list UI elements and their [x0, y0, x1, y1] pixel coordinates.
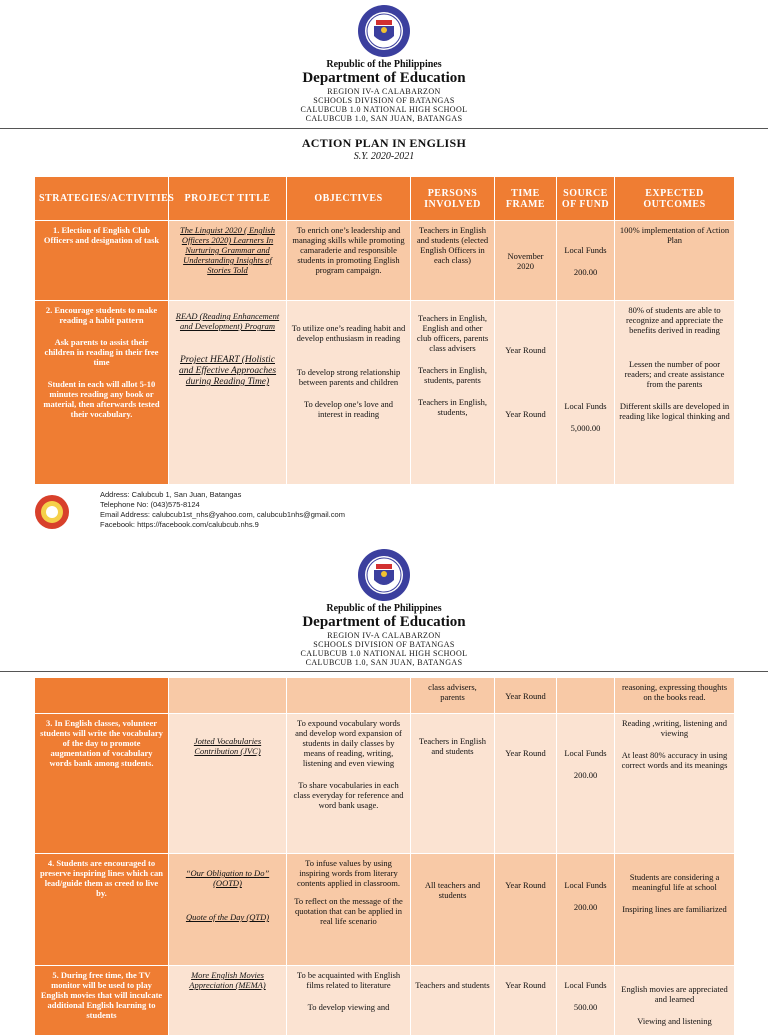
header-divider [0, 671, 768, 672]
fund-cell [557, 678, 615, 714]
objective-text: To reflect on the message of the quotation that can be applied in real life scenario [294, 896, 403, 926]
outcome-text: Reading ,writing, listening and viewing [621, 718, 728, 738]
outcome-text: English movies are appreciated and learned [621, 984, 728, 1004]
col-header-outcomes: EXPECTED OUTCOMES [615, 177, 735, 221]
strategy-cell: 5. During free time, the TV monitor will be used to play English movies that will inculcate additional English learning to students [35, 966, 169, 1036]
table-row [35, 678, 735, 714]
outcomes-cell [615, 714, 735, 854]
fund-amount: 500.00 [573, 1002, 598, 1012]
page-title: ACTION PLAN IN ENGLISH [301, 136, 467, 150]
objectives-cell: To enrich one’s leadership and managing skills while promoting camaraderie and responsible students in promoting English program campaign. [287, 221, 411, 301]
outcome-text: 80% of students are able to recognize and appreciate the benefits derived in reading [626, 305, 723, 335]
address-header-line: CALUBCUB 1.0, SAN JUAN, BATANGAS [305, 114, 463, 123]
footer-address: Address: Calubcub 1, San Juan, Batangas [100, 490, 242, 499]
fund-amount: 200.00 [573, 770, 598, 780]
fund-source: Local Funds [564, 244, 607, 255]
objectives-cell [287, 714, 411, 854]
fund-cell [557, 854, 615, 966]
project-text: “Our Obligation to Do” (OOTD) [185, 868, 270, 888]
table-row [35, 714, 735, 854]
school-line: CALUBCUB 1.0 NATIONAL HIGH SCHOOL [300, 105, 468, 114]
col-header-persons: PERSONS INVOLVED [411, 177, 495, 221]
objectives-cell [287, 854, 411, 966]
school-line: CALUBCUB 1.0 NATIONAL HIGH SCHOOL [300, 649, 468, 658]
footer-facebook: Facebook: https://facebook.com/calubcub.nhs.9 [100, 520, 259, 529]
project-text: Quote of the Day (QTD) [185, 912, 270, 922]
outcomes-cell [615, 966, 735, 1036]
fund-amount: 200.00 [573, 266, 598, 277]
strategy-cell [35, 301, 169, 485]
persons-cell [411, 301, 495, 485]
school-logo-icon [34, 494, 70, 530]
persons-text: Teachers in English, students, [417, 397, 488, 417]
objective-text: To infuse values by using inspiring words from literary contents applied in classroom. [297, 858, 400, 888]
fund-cell [557, 966, 615, 1036]
school-year: S.Y. 2020-2021 [353, 151, 415, 162]
persons-cell [411, 966, 495, 1036]
time-cell [495, 714, 557, 854]
outcome-text: At least 80% accuracy in using correct words and its meanings [621, 750, 728, 770]
strategy-cell: 1. Election of English Club Officers and designation of task [35, 221, 169, 301]
fund-source: Local Funds [564, 748, 607, 758]
division-line: SCHOOLS DIVISION OF BATANGAS [313, 96, 455, 105]
time-text: Year Round [505, 345, 546, 355]
outcome-text: Inspiring lines are familiarized [622, 904, 727, 914]
republic-line: Republic of the Philippines [326, 59, 442, 70]
time-cell [495, 854, 557, 966]
outcome-text: Different skills are developed in reading like logical thinking and [619, 401, 730, 421]
fund-cell [557, 301, 615, 485]
republic-line: Republic of the Philippines [326, 603, 442, 614]
department-name: Department of Education [302, 70, 466, 86]
objective-text: To develop strong relationship between parents and children [296, 367, 401, 387]
fund-amount: 5,000.00 [570, 423, 601, 433]
persons-cell [411, 714, 495, 854]
objective-text: To expound vocabulary words and develop word expansion of students in daily classes by means of reading, writing, listening and even viewing [295, 718, 402, 768]
time-cell: Year Round [495, 678, 557, 714]
time-text: Year Round [505, 409, 546, 419]
project-text: Jotted Vocabularies Contribution (JVC) [193, 736, 262, 756]
col-header-time: TIME FRAME [495, 177, 557, 221]
col-header-strategies: STRATEGIES/ACTIVITIES [35, 177, 169, 221]
action-plan-table-page2 [34, 677, 735, 1036]
project-cell: More English Movies Appreciation (MEMA) [169, 966, 287, 1036]
persons-cell [411, 854, 495, 966]
objective-text: To develop one’s love and interest in reading [303, 399, 394, 419]
time-text: Year Round [505, 748, 546, 758]
strategy-cell [35, 678, 169, 714]
objective-text: To share vocabularies in each class everyday for reference and word bank usage. [293, 780, 404, 810]
table-row [35, 966, 735, 1036]
col-header-fund: SOURCE OF FUND [557, 177, 615, 221]
time-cell [495, 966, 557, 1036]
footer-email: Email Address: calubcub1st_nhs@yahoo.com, calubcub1nhs@gmail.com [100, 510, 345, 519]
objective-text: To utilize one’s reading habit and develop enthusiasm in reading [291, 323, 406, 343]
project-cell [169, 714, 287, 854]
objective-text: To be acquainted with English films related to literature [296, 970, 401, 990]
header-divider [0, 128, 768, 129]
fund-cell [557, 221, 615, 301]
division-line: SCHOOLS DIVISION OF BATANGAS [313, 640, 455, 649]
objectives-cell [287, 301, 411, 485]
outcomes-cell: reasoning, expressing thoughts on the books read. [615, 678, 735, 714]
persons-text: Teachers in English, students, parents [417, 365, 488, 385]
fund-amount: 200.00 [573, 902, 598, 912]
col-header-project: PROJECT TITLE [169, 177, 287, 221]
project-cell: The Linguist 2020 ( English Officers 2020) Learners In Nurturing Grammar and Understanding Insights of Stories Told [169, 221, 287, 301]
table-row [35, 301, 735, 485]
objectives-cell [287, 678, 411, 714]
table-row [35, 221, 735, 301]
project-text: Project HEART (Holistic and Effective Approaches during Reading Time) [178, 355, 277, 387]
fund-source: Local Funds [564, 401, 607, 411]
fund-source: Local Funds [564, 880, 607, 890]
time-text: Year Round [505, 980, 546, 990]
outcome-text: Students are considering a meaningful life at school [629, 872, 720, 892]
persons-text: All teachers and students [424, 880, 481, 900]
deped-seal-icon [357, 4, 411, 58]
outcome-text: Viewing and listening [637, 1016, 712, 1026]
outcome-text: Lessen the number of poor readers; and create assistance from the parents [624, 359, 725, 389]
fund-cell [557, 714, 615, 854]
time-cell: November 2020 [495, 221, 557, 301]
outcomes-cell: 100% implementation of Action Plan [615, 221, 735, 301]
strategy-cell: 3. In English classes, volunteer students will write the vocabulary of the day to promote augmentation of vocabulary words bank among students. [35, 714, 169, 854]
strategy-text: Student in each will allot 5-10 minutes reading any book or material, then afterwards tested their vocabulary. [43, 379, 160, 419]
objectives-cell [287, 966, 411, 1036]
time-text: Year Round [505, 880, 546, 890]
address-header-line: CALUBCUB 1.0, SAN JUAN, BATANGAS [305, 658, 463, 667]
persons-text: Teachers and students [415, 980, 490, 990]
col-header-objectives: OBJECTIVES [287, 177, 411, 221]
region-line: REGION IV-A CALABARZON [327, 631, 441, 640]
persons-text: Teachers in English and students [419, 736, 486, 756]
deped-seal-icon [357, 548, 411, 602]
persons-cell: Teachers in English and students (elected English Officers in each class) [411, 221, 495, 301]
region-line: REGION IV-A CALABARZON [327, 87, 441, 96]
fund-source: Local Funds [564, 980, 607, 990]
time-cell [495, 301, 557, 485]
outcomes-cell [615, 301, 735, 485]
project-cell [169, 678, 287, 714]
table-row [35, 854, 735, 966]
department-name: Department of Education [302, 614, 466, 630]
persons-cell: class advisers, parents [411, 678, 495, 714]
project-text: READ (Reading Enhancement and Development) Program [175, 311, 280, 331]
project-cell [169, 854, 287, 966]
project-cell [169, 301, 287, 485]
strategy-text: Ask parents to assist their children in reading in their free time [44, 337, 159, 367]
persons-text: Teachers in English, English and other club officers, parents class advisers [416, 313, 489, 353]
strategy-cell: 4. Students are encouraged to preserve inspiring lines which can lead/guide them as creed to live by. [35, 854, 169, 966]
outcomes-cell [615, 854, 735, 966]
action-plan-table-page1 [34, 176, 735, 485]
strategy-text: 2. Encourage students to make reading a habit pattern [45, 305, 158, 325]
objective-text: To develop viewing and [307, 1002, 390, 1012]
footer-telephone: Telephone No: (043)575-8124 [100, 500, 200, 509]
